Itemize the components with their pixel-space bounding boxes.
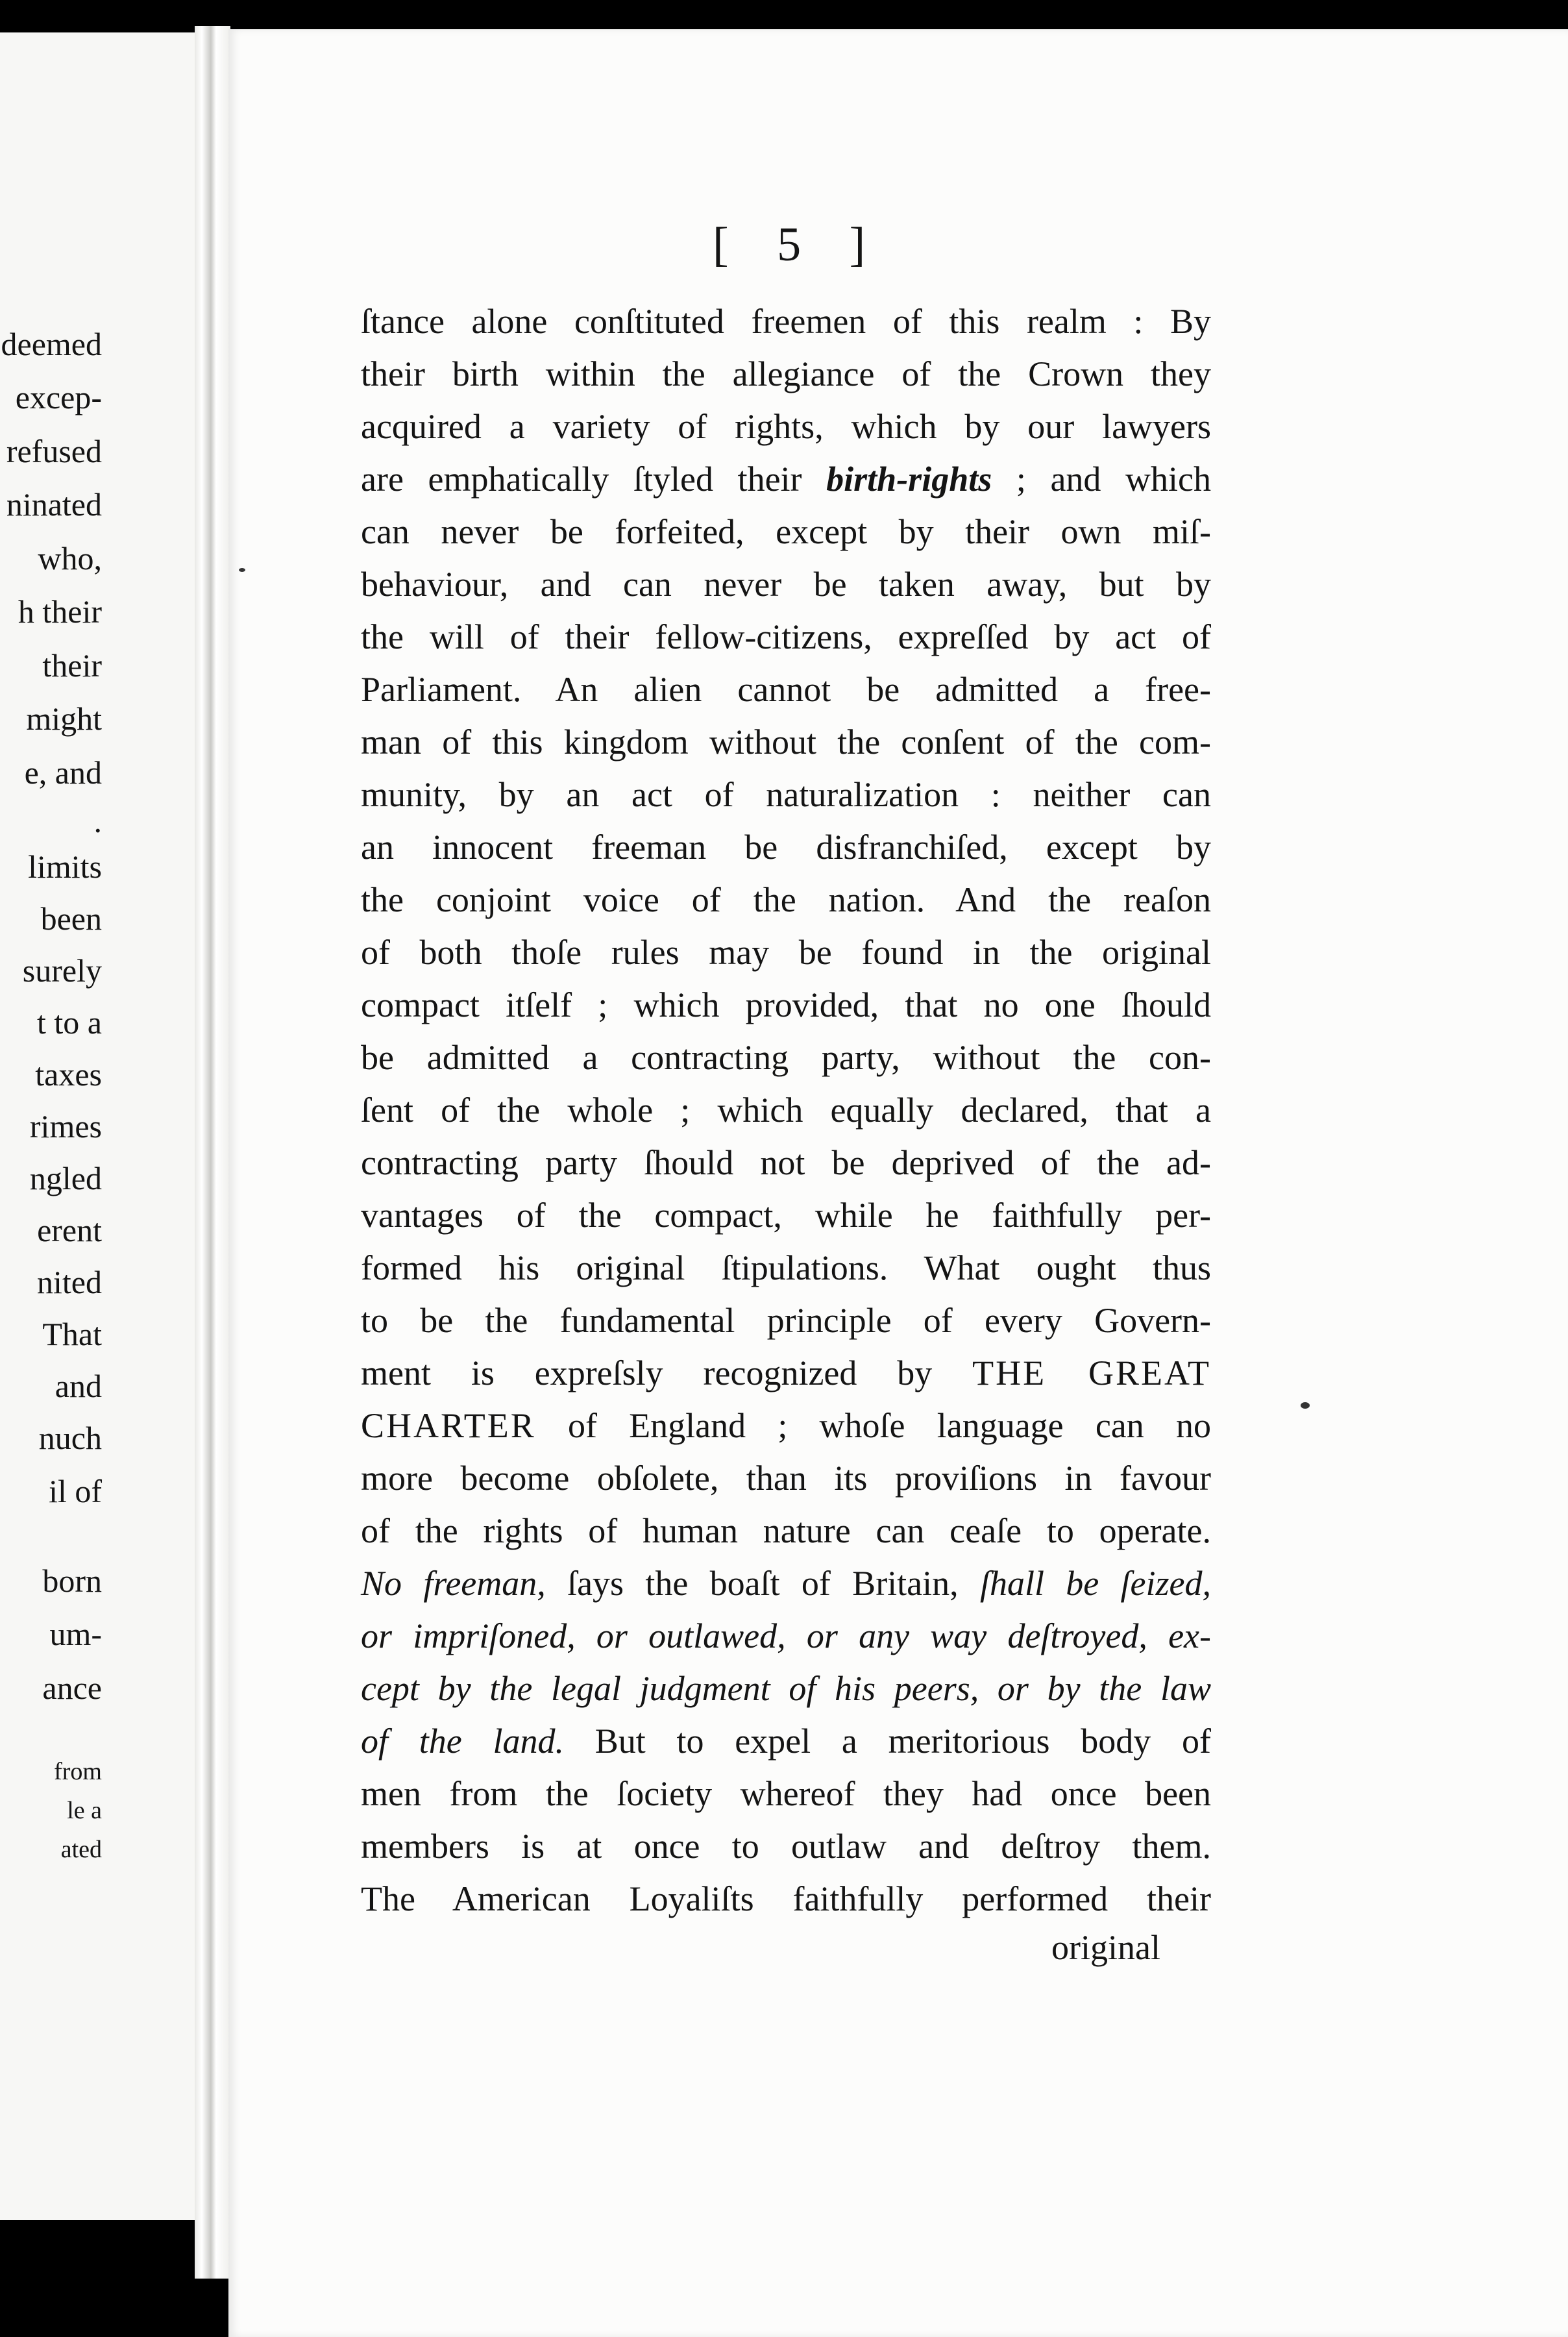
body-line-segment: formed his original ſtipulations. What ought thus — [361, 1248, 1211, 1287]
left-page-line: surely — [22, 952, 102, 989]
body-line — [361, 716, 1211, 769]
body-line — [361, 1715, 1211, 1768]
body-line-segment: No freeman, — [361, 1564, 546, 1603]
body-line-segment: their birth within the allegiance of the Crown they — [361, 354, 1211, 393]
body-line-segment: ; and which — [992, 460, 1211, 499]
left-page-line: excep- — [15, 379, 102, 415]
body-line — [361, 1294, 1211, 1347]
left-page-line: t to a — [37, 1004, 102, 1041]
body-line-segment: of the rights of human nature can ceaſe to operate. — [361, 1511, 1211, 1550]
body-line-segment: man of this kingdom without the conſent of the com- — [361, 723, 1211, 761]
body-line-segment: the will of their fellow-citizens, expreſſed by act of — [361, 617, 1211, 656]
body-line — [361, 1452, 1211, 1505]
left-page-line: limits — [28, 848, 102, 885]
body-line — [361, 348, 1211, 401]
left-page-line: erent — [37, 1212, 102, 1248]
body-line-segment: compact itſelf ; which provided, that no one ſhould — [361, 985, 1211, 1024]
body-line-segment: are emphatically ſtyled their — [361, 460, 827, 499]
body-line — [361, 1400, 1211, 1452]
body-line — [361, 926, 1211, 979]
body-line-segment: acquired a variety of rights, which by our lawyers — [361, 407, 1211, 446]
left-page-line: their — [42, 647, 102, 684]
left-page-line: refused — [6, 433, 102, 469]
left-page-text-fragments — [0, 32, 198, 2220]
body-line-segment: an innocent freeman be disfranchiſed, except by — [361, 828, 1211, 867]
body-line-segment: CHARTER — [361, 1406, 536, 1445]
body-line-segment: Parliament. An alien cannot be admitted a free- — [361, 670, 1211, 709]
body-line-segment: members is at once to outlaw and deſtroy them. — [361, 1827, 1211, 1866]
left-page-line: been — [40, 900, 102, 937]
left-page-line: nuch — [38, 1420, 102, 1456]
body-line-segment: cept by the legal judgment of his peers, or by the law — [361, 1669, 1211, 1708]
body-line-segment: of the land. — [361, 1722, 564, 1761]
left-page-line: might — [26, 700, 102, 737]
catchword: original — [1051, 1928, 1160, 1967]
body-line-segment: or impriſoned, or outlawed, or any way deſtroyed, ex- — [361, 1616, 1211, 1655]
left-page-line: taxes — [35, 1056, 102, 1093]
body-line-segment: contracting party ſhould not be deprived of the ad- — [361, 1143, 1211, 1182]
body-line-segment: ſhall be ſeized, — [979, 1564, 1212, 1603]
body-line — [361, 401, 1211, 453]
body-line — [361, 1242, 1211, 1294]
body-line-segment: But to expel a meritorious body of — [563, 1722, 1211, 1761]
body-line-segment: ſtance alone conſtituted freemen of this realm : By — [361, 302, 1211, 341]
body-text — [361, 295, 1211, 1925]
body-line — [361, 979, 1211, 1032]
body-line-segment: the conjoint voice of the nation. And the reaſon — [361, 880, 1211, 919]
body-line-segment: THE GREAT — [972, 1354, 1211, 1392]
body-line — [361, 1610, 1211, 1663]
body-line — [361, 611, 1211, 663]
body-line — [361, 1189, 1211, 1242]
body-line-segment: to be the fundamental principle of every Govern- — [361, 1301, 1211, 1340]
left-page-line: le a — [67, 1797, 102, 1824]
body-line — [361, 1505, 1211, 1557]
body-line — [361, 769, 1211, 821]
body-line — [361, 874, 1211, 926]
left-page-line: um- — [49, 1616, 102, 1652]
body-line — [361, 1084, 1211, 1137]
body-line-segment: ſent of the whole ; which equally declared, that a — [361, 1091, 1211, 1130]
body-line — [361, 1557, 1211, 1610]
left-page-line: who, — [38, 540, 102, 576]
left-page-line: born — [42, 1563, 102, 1599]
left-page-line: ance — [42, 1670, 102, 1706]
left-page-line: il of — [49, 1473, 102, 1509]
left-page-line: rimes — [29, 1108, 102, 1144]
body-line — [361, 1663, 1211, 1715]
body-line-segment: birth-rights — [826, 460, 992, 499]
body-line-segment: men from the ſociety whereof they had once been — [361, 1774, 1211, 1813]
body-line-segment: The American Loyaliſts faithfully performed their — [361, 1879, 1211, 1918]
body-line — [361, 1347, 1211, 1400]
left-page-line: and — [55, 1368, 102, 1404]
body-line — [361, 1873, 1211, 1925]
page-number: [ 5 ] — [713, 218, 884, 271]
body-line-segment: ment is expreſsly recognized by — [361, 1354, 973, 1392]
left-page-line: ninated — [6, 486, 102, 523]
body-line-segment: ſays the boaſt of Britain, — [545, 1564, 980, 1603]
body-line-segment: munity, by an act of naturalization : neither can — [361, 775, 1211, 814]
scan-speck — [1301, 1402, 1310, 1409]
left-page-line: ngled — [29, 1160, 102, 1196]
left-page-line: deemed — [1, 326, 102, 362]
left-page-line: . — [93, 803, 102, 839]
body-line-segment: can never be forfeited, except by their own miſ- — [361, 512, 1211, 551]
left-page-line: nited — [37, 1264, 102, 1300]
body-line — [361, 1032, 1211, 1084]
body-line — [361, 663, 1211, 716]
left-page-line: h their — [18, 593, 102, 630]
body-line — [361, 821, 1211, 874]
body-line — [361, 453, 1211, 506]
book-gutter — [195, 26, 230, 2279]
body-line — [361, 1768, 1211, 1820]
scan-speck — [239, 568, 245, 572]
body-line — [361, 506, 1211, 558]
left-page-line: That — [42, 1316, 102, 1352]
left-facing-page — [0, 32, 198, 2220]
body-line-segment: vantages of the compact, while he faithfully per- — [361, 1196, 1211, 1235]
left-page-line: e, and — [24, 754, 102, 791]
body-line-segment: of both thoſe rules may be found in the original — [361, 933, 1211, 972]
left-page-line: from — [54, 1758, 102, 1785]
body-line-segment: of England ; whoſe language can no — [535, 1406, 1211, 1445]
body-line-segment: behaviour, and can never be taken away, but by — [361, 565, 1211, 604]
body-line — [361, 1137, 1211, 1189]
left-page-line: ated — [60, 1836, 102, 1863]
body-line — [361, 1820, 1211, 1873]
body-line — [361, 558, 1211, 611]
body-line — [361, 295, 1211, 348]
body-line-segment: more become obſolete, than its proviſions in favour — [361, 1459, 1211, 1498]
body-line-segment: be admitted a contracting party, without the con- — [361, 1038, 1211, 1077]
